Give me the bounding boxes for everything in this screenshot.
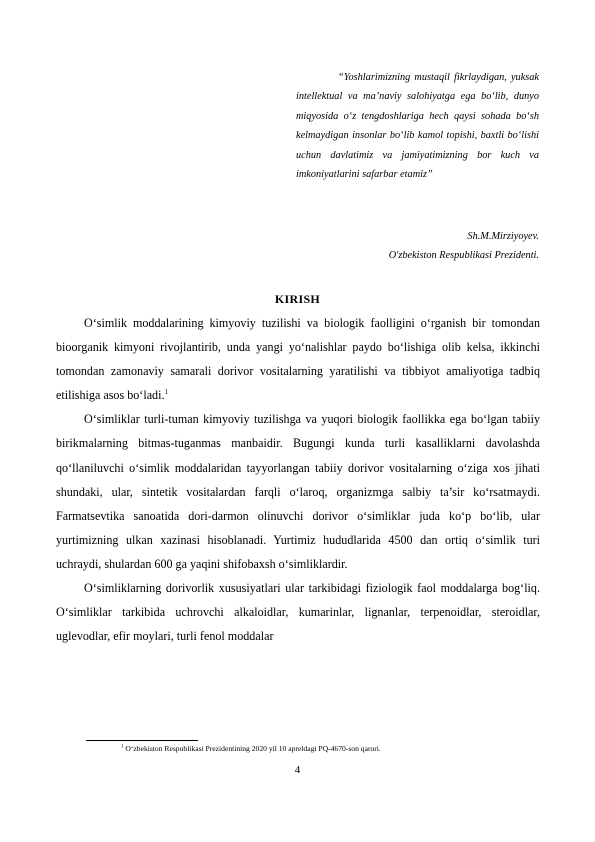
body-text xyxy=(56,311,540,648)
epigraph-quote: “Yoshlarimizning mustaqil fikrlaydigan, yuksak intellektual va ma’naviy salohiyatga ega bo‘lib, dunyo miqyosida o‘z tengdoshlariga hech qaysi sohada bo‘sh kelmaydigan insonlar bo‘lib kamol topishi, baxtli bo‘lishi uchun davlatimiz va jamiyatimizning bor kuch va imkoniyatlarini safarbar etamiz” xyxy=(296,72,539,181)
footnote-reference[interactable]: 1 xyxy=(164,388,168,397)
paragraph-1-text: O‘simlik moddalarining kimyoviy tuzilishi va biologik faolligini o‘rganish bir tomondan bioorganik kimyoni rivojlantirib, unda yangi yo‘nalishlar paydo bo‘lishiga olib kelsa, ikkinchi tomondan zamonaviy samarali dorivor vositalarning yaratilishi va tibbiyot amaliyotiga tadbiq etilishiga asos bo‘ladi. xyxy=(56,316,540,403)
footnote-text: O‘zbekiston Respublikasi Prezidentining 2020 yil 10 apreldagi PQ-4670-son qarori. xyxy=(125,744,381,753)
page-number: 4 xyxy=(294,764,301,776)
footnote-number: 1 xyxy=(121,744,124,750)
epigraph xyxy=(296,68,539,184)
paragraph-2: O‘simliklar turli-tuman kimyoviy tuzilishga va yuqori biologik faollikka ega bo‘lgan tabiiy birikmalarning bitmas-tuganmas manbaidir. Bugungi kunda turli kasalliklarni davolashda qo‘llaniluvchi o‘simlik moddalaridan tayyorlangan tabiiy dorivor vositalarning o‘ziga xos jihati shundaki, ular, sintetik vositalardan farqli o‘laroq, organizmga salbiy ta’sir ko‘rsatmaydi. Farmatsevtika sanoatida dori-darmon olinuvchi dorivor o‘simliklar juda ko‘p bo‘lib, ular yurtimizning ulkan xazinasi hisoblanadi. Yurtimiz hududlarida 4500 dan ortiq o‘simlik turi uchraydi, shulardan 600 ga yaqini shifobaxsh o‘simliklardir. xyxy=(56,412,540,571)
footnote xyxy=(121,744,381,753)
epigraph-author: Sh.M.Mirziyoyev. xyxy=(467,231,539,242)
paragraph-1 xyxy=(56,311,540,407)
footnote-divider xyxy=(86,740,198,741)
paragraph-3: O‘simliklarning dorivorlik xususiyatlari ular tarkibidagi fiziologik faol moddalarga bog‘liq. O‘simliklar tarkibida uchrovchi alkaloidlar, kumarinlar, lignanlar, terpenoidlar, steroidlar, uglevodlar, efir moylari, turli fenol moddalar xyxy=(56,581,540,644)
epigraph-author-title: O'zbekiston Respublikasi Prezidenti. xyxy=(388,250,539,261)
section-heading: KIRISH xyxy=(274,292,321,306)
